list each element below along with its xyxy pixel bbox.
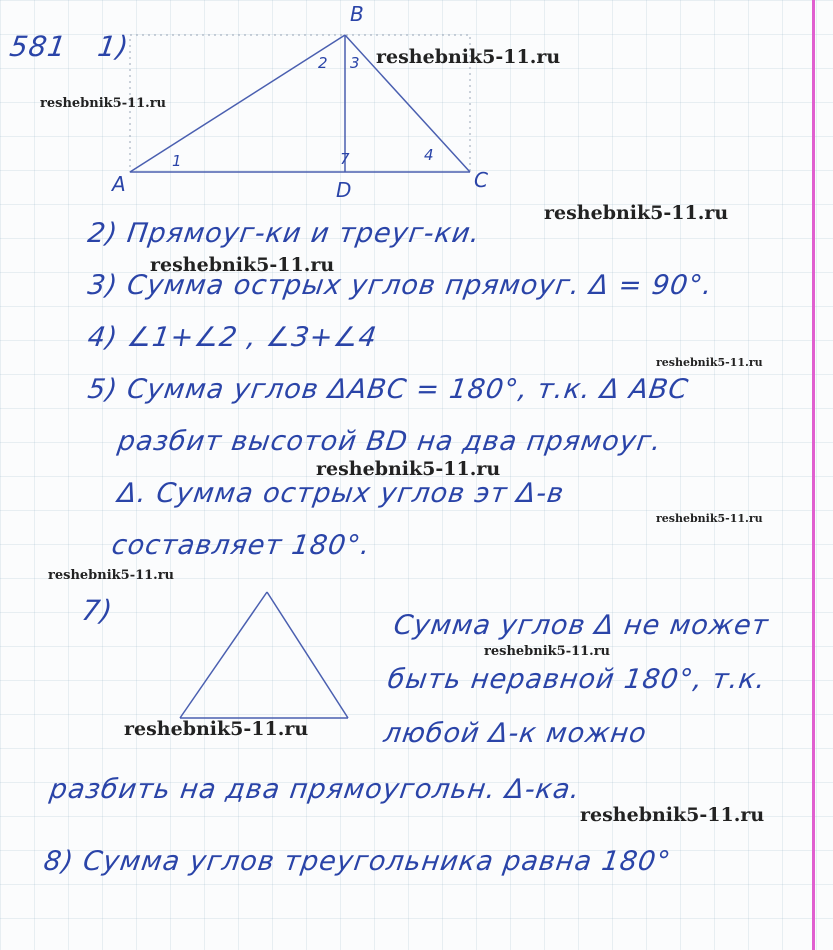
watermark: reshebnik5-11.ru: [316, 458, 501, 480]
item-5-line-2: разбит высотой BD на два прямоуг.: [115, 426, 664, 457]
watermark: reshebnik5-11.ru: [656, 356, 763, 369]
item-5-line-4: составляет 180°.: [109, 530, 373, 561]
watermark: reshebnik5-11.ru: [40, 96, 167, 111]
vertex-b-label: B: [350, 2, 364, 26]
angle-4-label: 4: [424, 146, 434, 164]
watermark: reshebnik5-11.ru: [124, 718, 309, 740]
watermark: reshebnik5-11.ru: [544, 202, 729, 224]
watermark: reshebnik5-11.ru: [656, 512, 763, 525]
angle-1-label: 1: [172, 152, 182, 170]
item-7-label: 7): [79, 594, 116, 627]
item-4-text: 4) ∠1+∠2 , ∠3+∠4: [85, 322, 380, 353]
vertex-a-label: A: [112, 172, 126, 196]
problem-number: 581: [7, 30, 69, 63]
vertex-d-label: D: [336, 178, 352, 202]
angle-3-label: 3: [350, 54, 360, 72]
item-7-line-4: разбить на два прямоугольн. Δ-ка.: [47, 774, 583, 805]
item-7-line-1: Сумма углов Δ не может: [391, 610, 771, 641]
item-3-text: 3) Сумма острых углов прямоуг. Δ = 90°.: [85, 270, 715, 301]
right-angle-mark: 7: [340, 150, 350, 168]
angle-2-label: 2: [318, 54, 328, 72]
item-8-text: 8) Сумма углов треугольника равна 180°: [41, 846, 673, 877]
vertex-c-label: C: [474, 168, 488, 192]
watermark: reshebnik5-11.ru: [484, 644, 611, 659]
triangle2-right: [267, 592, 348, 718]
item-2-text: 2) Прямоуг-ки и треуг-ки.: [85, 218, 483, 249]
item-7-line-3: любой Δ-к можно: [381, 718, 649, 749]
item-5-line-3: Δ. Сумма острых углов эт Δ-в: [115, 478, 567, 509]
watermark: reshebnik5-11.ru: [48, 568, 175, 583]
item-5-line-1: 5) Сумма углов ΔABC = 180°, т.к. Δ ABC: [85, 374, 691, 405]
item-7-line-2: быть неравной 180°, т.к.: [385, 664, 768, 695]
watermark: reshebnik5-11.ru: [150, 254, 335, 276]
triangle2-left: [180, 592, 267, 718]
watermark: reshebnik5-11.ru: [580, 804, 765, 826]
watermark: reshebnik5-11.ru: [376, 46, 561, 68]
item-1-label: 1): [95, 30, 132, 63]
